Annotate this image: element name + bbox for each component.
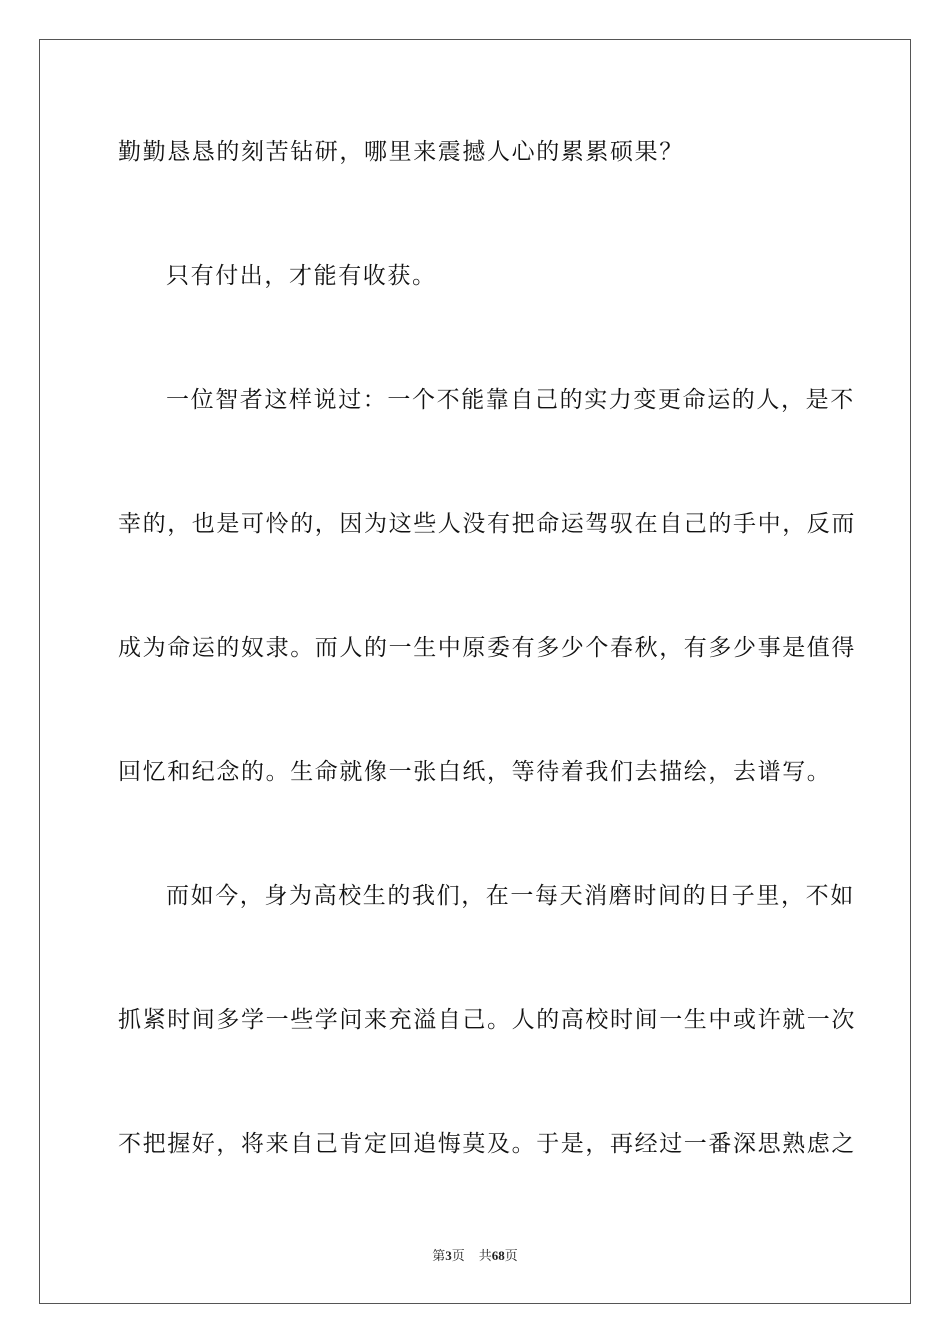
total-suffix: 页 (504, 1248, 518, 1263)
page-prefix: 第 (432, 1248, 446, 1263)
text-line: 幸的，也是可怜的，因为这些人没有把命运驾驭在自己的手中，反而 (118, 511, 856, 537)
total-pages: 68 (491, 1248, 505, 1263)
text-line: 只有付出，才能有收获。 (166, 263, 437, 289)
text-line: 勤勤恳恳的刻苦钻研，哪里来震撼人心的累累硕果？ (118, 139, 684, 165)
page-frame (39, 39, 911, 1304)
text-line: 抓紧时间多学一些学问来充溢自己。人的高校时间一生中或许就一次 (118, 1007, 856, 1033)
text-line: 成为命运的奴隶。而人的一生中原委有多少个春秋，有多少事是值得 (118, 635, 856, 661)
page-suffix: 页 (451, 1248, 465, 1263)
text-line: 而如今，身为高校生的我们，在一每天消磨时间的日子里，不如 (166, 883, 855, 909)
total-prefix: 共 (478, 1248, 492, 1263)
text-line: 不把握好，将来自己肯定回追悔莫及。于是，再经过一番深思熟虑之 (118, 1131, 856, 1157)
page-number: 3 (445, 1248, 452, 1263)
text-line: 回忆和纪念的。生命就像一张白纸，等待着我们去描绘，去谱写。 (118, 759, 832, 785)
text-line: 一位智者这样说过：一个不能靠自己的实力变更命运的人，是不 (166, 387, 855, 413)
page-footer (0, 1247, 950, 1265)
